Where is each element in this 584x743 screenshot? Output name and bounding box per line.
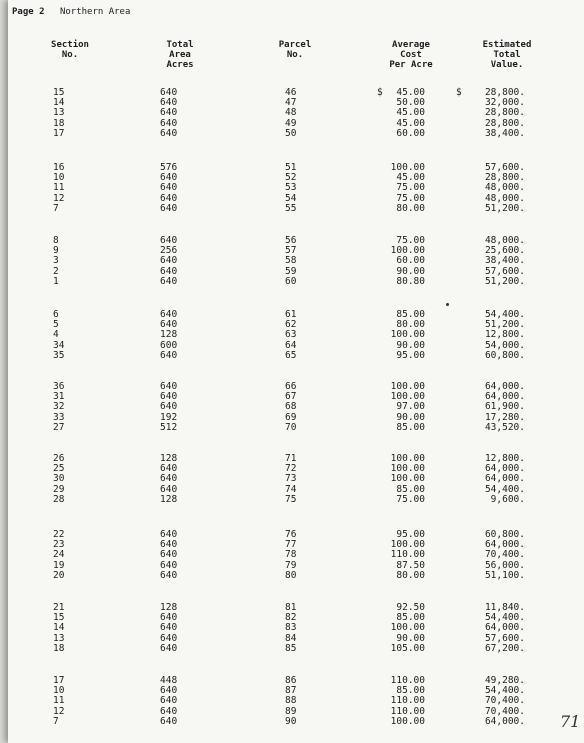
total-area-acres: 256 [160, 245, 178, 257]
total-area-acres: 640 [160, 549, 178, 561]
estimated-total-value: 70,400. [484, 549, 525, 561]
estimated-total-value: 64,000. [484, 715, 525, 727]
section-no: 31 [53, 391, 65, 403]
total-area-acres: 640 [160, 632, 178, 644]
header-line: Value. [490, 60, 524, 70]
avg-cost-per-acre: 80.80 [396, 275, 425, 287]
avg-cost-per-acre: 75.00 [396, 182, 425, 194]
total-area-acres: 640 [160, 265, 178, 277]
total-area-acres: 640 [160, 559, 178, 571]
parcel-no: 59 [285, 265, 297, 277]
header-line: Area [169, 50, 191, 60]
total-area-acres: 640 [160, 529, 178, 540]
section-no: 8 [53, 235, 59, 246]
total-area-acres: 640 [160, 172, 178, 184]
total-area-acres: 640 [160, 192, 178, 204]
avg-cost-per-acre: 60.00 [396, 127, 425, 139]
ink-speck [446, 303, 449, 306]
avg-cost-per-acre: 75.00 [396, 192, 425, 204]
total-area-acres: 640 [160, 202, 178, 214]
total-area-acres: 640 [160, 612, 178, 624]
total-area-acres: 640 [160, 539, 178, 551]
total-area-acres: 640 [160, 622, 178, 634]
estimated-total-value: 64,000. [484, 381, 525, 392]
avg-cost-per-acre: 85.00 [396, 685, 425, 697]
section-no: 30 [53, 473, 65, 485]
header-line: Acres [166, 60, 194, 70]
avg-cost-per-acre: 100.00 [390, 473, 425, 485]
parcel-no: 70 [285, 421, 297, 433]
avg-cost-per-acre: 85.00 [396, 612, 425, 624]
avg-cost-per-acre: 90.00 [396, 339, 425, 351]
section-no: 28 [53, 493, 65, 505]
total-area-acres: 640 [160, 275, 178, 287]
estimated-total-value: 61,900. [484, 401, 525, 413]
parcel-no: 62 [285, 319, 297, 331]
estimated-total-value: 54,000. [484, 339, 525, 351]
parcel-no: 82 [285, 612, 297, 624]
parcel-no: 66 [285, 381, 297, 392]
section-no: 13 [53, 632, 65, 644]
section-no: 18 [53, 642, 65, 654]
parcel-no: 61 [285, 309, 297, 320]
total-area-acres: 640 [160, 309, 178, 320]
estimated-total-value: 64,000. [484, 391, 525, 403]
estimated-total-value: 12,800. [484, 329, 525, 341]
parcel-no: 53 [285, 182, 297, 194]
avg-cost-per-acre: 100.00 [390, 539, 425, 551]
estimated-total-value: 48,000. [484, 235, 525, 246]
avg-cost-per-acre: 92.50 [396, 602, 425, 613]
header-line: Parcel [278, 40, 312, 50]
section-no: 23 [53, 539, 65, 551]
total-area-acres: 640 [160, 483, 178, 495]
total-area-acres: 512 [160, 421, 178, 433]
estimated-total-value: 60,800. [484, 349, 525, 361]
estimated-total-value: 12,800. [484, 453, 525, 464]
header-line: Average [392, 40, 430, 50]
avg-cost-per-acre: 100.00 [390, 381, 425, 392]
avg-cost-per-acre: 100.00 [390, 391, 425, 403]
estimated-total-value: 28,800. [484, 107, 525, 119]
avg-cost-per-acre: 45.00 [396, 172, 425, 184]
parcel-no: 56 [285, 235, 297, 246]
parcel-no: 54 [285, 192, 297, 204]
header-line: Section [51, 40, 89, 50]
total-area-acres: 640 [160, 705, 178, 717]
section-no: 33 [53, 411, 65, 423]
total-area-acres: 640 [160, 463, 178, 475]
estimated-total-value: 38,400. [484, 255, 525, 267]
section-no: 27 [53, 421, 65, 433]
estimated-total-value: 49,280. [484, 675, 525, 686]
avg-cost-per-acre: 75.00 [396, 235, 425, 246]
avg-cost-per-acre: 97.00 [396, 401, 425, 413]
total-area-acres: 640 [160, 391, 178, 403]
total-area-acres: 640 [160, 182, 178, 194]
header-line: Total [493, 50, 521, 60]
avg-cost-per-acre: 90.00 [396, 632, 425, 644]
parcel-no: 67 [285, 391, 297, 403]
parcel-no: 85 [285, 642, 297, 654]
estimated-total-value: 48,000. [484, 182, 525, 194]
parcel-no: 65 [285, 349, 297, 361]
estimated-total-value: 28,800. [484, 87, 525, 98]
estimated-total-value: 38,400. [484, 127, 525, 139]
parcel-no: 68 [285, 401, 297, 413]
avg-cost-per-acre: 80.00 [396, 569, 425, 581]
total-area-acres: 600 [160, 339, 178, 351]
section-no: 26 [53, 453, 65, 464]
total-area-acres: 640 [160, 569, 178, 581]
data-table [8, 0, 584, 743]
parcel-no: 87 [285, 685, 297, 697]
total-area-acres: 640 [160, 97, 178, 109]
parcel-no: 74 [285, 483, 297, 495]
parcel-no: 76 [285, 529, 297, 540]
avg-cost-per-acre: 45.00 [396, 117, 425, 129]
avg-cost-per-acre: 87.50 [396, 559, 425, 571]
total-area-acres: 128 [160, 493, 178, 505]
section-no: 21 [53, 602, 65, 613]
avg-cost-per-acre: 100.00 [390, 162, 425, 173]
parcel-no: 57 [285, 245, 297, 257]
estimated-total-value: 70,400. [484, 705, 525, 717]
parcel-no: 78 [285, 549, 297, 561]
avg-cost-per-acre: 90.00 [396, 411, 425, 423]
total-area-acres: 640 [160, 473, 178, 485]
total-area-acres: 640 [160, 107, 178, 119]
avg-cost-per-acre: 110.00 [390, 675, 425, 686]
section-no: 24 [53, 549, 65, 561]
avg-cost-per-acre: 45.00 [396, 87, 425, 98]
section-no: 6 [53, 309, 59, 320]
estimated-total-value: 64,000. [484, 463, 525, 475]
estimated-total-value: 64,000. [484, 622, 525, 634]
estimated-total-value: 51,200. [484, 319, 525, 331]
avg-cost-per-acre: 110.00 [390, 549, 425, 561]
section-no: 22 [53, 529, 65, 540]
avg-cost-per-acre: 85.00 [396, 483, 425, 495]
avg-cost-per-acre: 100.00 [390, 329, 425, 341]
avg-cost-per-acre: 85.00 [396, 421, 425, 433]
total-area-acres: 128 [160, 329, 178, 341]
section-no: 17 [53, 675, 65, 686]
total-area-acres: 640 [160, 695, 178, 707]
parcel-no: 71 [285, 453, 297, 464]
section-no: 14 [53, 97, 65, 109]
parcel-no: 58 [285, 255, 297, 267]
total-area-acres: 640 [160, 715, 178, 727]
total-area-acres: 640 [160, 319, 178, 331]
estimated-total-value: 28,800. [484, 117, 525, 129]
total-area-acres: 640 [160, 255, 178, 267]
parcel-no: 89 [285, 705, 297, 717]
avg-cost-per-acre: 75.00 [396, 493, 425, 505]
estimated-total-value: 43,520. [484, 421, 525, 433]
avg-cost-per-acre: 100.00 [390, 245, 425, 257]
section-no: 13 [53, 107, 65, 119]
total-area-acres: 128 [160, 602, 178, 613]
parcel-no: 83 [285, 622, 297, 634]
estimated-total-value: 48,000. [484, 192, 525, 204]
estimated-total-value: 60,800. [484, 529, 525, 540]
parcel-no: 50 [285, 127, 297, 139]
section-no: 34 [53, 339, 65, 351]
section-no: 20 [53, 569, 65, 581]
parcel-no: 47 [285, 97, 297, 109]
dollar-sign: $ [456, 87, 462, 98]
section-no: 4 [53, 329, 59, 341]
parcel-no: 72 [285, 463, 297, 475]
section-no: 36 [53, 381, 65, 392]
section-no: 7 [53, 715, 59, 727]
estimated-total-value: 64,000. [484, 473, 525, 485]
avg-cost-per-acre: 105.00 [390, 642, 425, 654]
estimated-total-value: 28,800. [484, 172, 525, 184]
estimated-total-value: 17,280. [484, 411, 525, 423]
avg-cost-per-acre: 100.00 [390, 622, 425, 634]
avg-cost-per-acre: 110.00 [390, 705, 425, 717]
parcel-no: 46 [285, 87, 297, 98]
section-no: 18 [53, 117, 65, 129]
avg-cost-per-acre: 100.00 [390, 453, 425, 464]
parcel-no: 79 [285, 559, 297, 571]
section-no: 10 [53, 685, 65, 697]
parcel-no: 51 [285, 162, 297, 173]
section-no: 12 [53, 705, 65, 717]
parcel-no: 69 [285, 411, 297, 423]
avg-cost-per-acre: 85.00 [396, 309, 425, 320]
section-no: 7 [53, 202, 59, 214]
header-line: Estimated [482, 40, 532, 50]
header-line: Cost [400, 50, 422, 60]
parcel-no: 52 [285, 172, 297, 184]
total-area-acres: 640 [160, 401, 178, 413]
section-no: 15 [53, 612, 65, 624]
estimated-total-value: 64,000. [484, 539, 525, 551]
parcel-no: 55 [285, 202, 297, 214]
parcel-no: 63 [285, 329, 297, 341]
total-area-acres: 448 [160, 675, 178, 686]
section-no: 12 [53, 192, 65, 204]
section-no: 15 [53, 87, 65, 98]
estimated-total-value: 9,600. [490, 493, 525, 505]
avg-cost-per-acre: 100.00 [390, 463, 425, 475]
area-title: Northern Area [59, 7, 131, 17]
document-page [8, 0, 584, 743]
parcel-no: 48 [285, 107, 297, 119]
estimated-total-value: 70,400. [484, 695, 525, 707]
section-no: 16 [53, 162, 65, 173]
avg-cost-per-acre: 80.00 [396, 202, 425, 214]
parcel-no: 86 [285, 675, 297, 686]
parcel-no: 77 [285, 539, 297, 551]
section-no: 11 [53, 182, 65, 194]
total-area-acres: 640 [160, 117, 178, 129]
total-area-acres: 640 [160, 642, 178, 654]
estimated-total-value: 32,000. [484, 97, 525, 109]
total-area-acres: 640 [160, 381, 178, 392]
section-no: 35 [53, 349, 65, 361]
section-no: 19 [53, 559, 65, 571]
parcel-no: 84 [285, 632, 297, 644]
parcel-no: 60 [285, 275, 297, 287]
section-no: 29 [53, 483, 65, 495]
estimated-total-value: 54,400. [484, 309, 525, 320]
estimated-total-value: 57,600. [484, 632, 525, 644]
avg-cost-per-acre: 45.00 [396, 107, 425, 119]
total-area-acres: 640 [160, 127, 178, 139]
estimated-total-value: 67,200. [484, 642, 525, 654]
estimated-total-value: 57,600. [484, 265, 525, 277]
total-area-acres: 128 [160, 453, 178, 464]
total-area-acres: 640 [160, 235, 178, 246]
total-area-acres: 640 [160, 87, 178, 98]
total-area-acres: 576 [160, 162, 178, 173]
parcel-no: 75 [285, 493, 297, 505]
parcel-no: 90 [285, 715, 297, 727]
section-no: 3 [53, 255, 59, 267]
handwritten-page-note: 71 [560, 712, 581, 731]
estimated-total-value: 54,400. [484, 612, 525, 624]
avg-cost-per-acre: 60.00 [396, 255, 425, 267]
avg-cost-per-acre: 80.00 [396, 319, 425, 331]
parcel-no: 80 [285, 569, 297, 581]
section-no: 17 [53, 127, 65, 139]
dollar-sign: $ [377, 87, 383, 98]
parcel-no: 49 [285, 117, 297, 129]
header-line: Per Acre [389, 60, 433, 70]
total-area-acres: 640 [160, 349, 178, 361]
parcel-no: 81 [285, 602, 297, 613]
header-line: Total [166, 40, 194, 50]
total-area-acres: 640 [160, 685, 178, 697]
avg-cost-per-acre: 95.00 [396, 349, 425, 361]
section-no: 25 [53, 463, 65, 475]
estimated-total-value: 57,600. [484, 162, 525, 173]
estimated-total-value: 51,200. [484, 275, 525, 287]
section-no: 5 [53, 319, 59, 331]
avg-cost-per-acre: 50.00 [396, 97, 425, 109]
parcel-no: 88 [285, 695, 297, 707]
avg-cost-per-acre: 100.00 [390, 715, 425, 727]
estimated-total-value: 54,400. [484, 483, 525, 495]
page-number: Page 2 [12, 7, 45, 17]
estimated-total-value: 11,840. [484, 602, 525, 613]
section-no: 14 [53, 622, 65, 634]
total-area-acres: 192 [160, 411, 178, 423]
section-no: 10 [53, 172, 65, 184]
section-no: 1 [53, 275, 59, 287]
header-line: No. [286, 50, 304, 60]
avg-cost-per-acre: 110.00 [390, 695, 425, 707]
section-no: 11 [53, 695, 65, 707]
parcel-no: 64 [285, 339, 297, 351]
section-no: 2 [53, 265, 59, 277]
avg-cost-per-acre: 90.00 [396, 265, 425, 277]
header-line: No. [61, 50, 79, 60]
estimated-total-value: 51,100. [484, 569, 525, 581]
estimated-total-value: 25,600. [484, 245, 525, 257]
avg-cost-per-acre: 95.00 [396, 529, 425, 540]
section-no: 32 [53, 401, 65, 413]
estimated-total-value: 51,200. [484, 202, 525, 214]
estimated-total-value: 54,400. [484, 685, 525, 697]
parcel-no: 73 [285, 473, 297, 485]
section-no: 9 [53, 245, 59, 257]
estimated-total-value: 56,000. [484, 559, 525, 571]
